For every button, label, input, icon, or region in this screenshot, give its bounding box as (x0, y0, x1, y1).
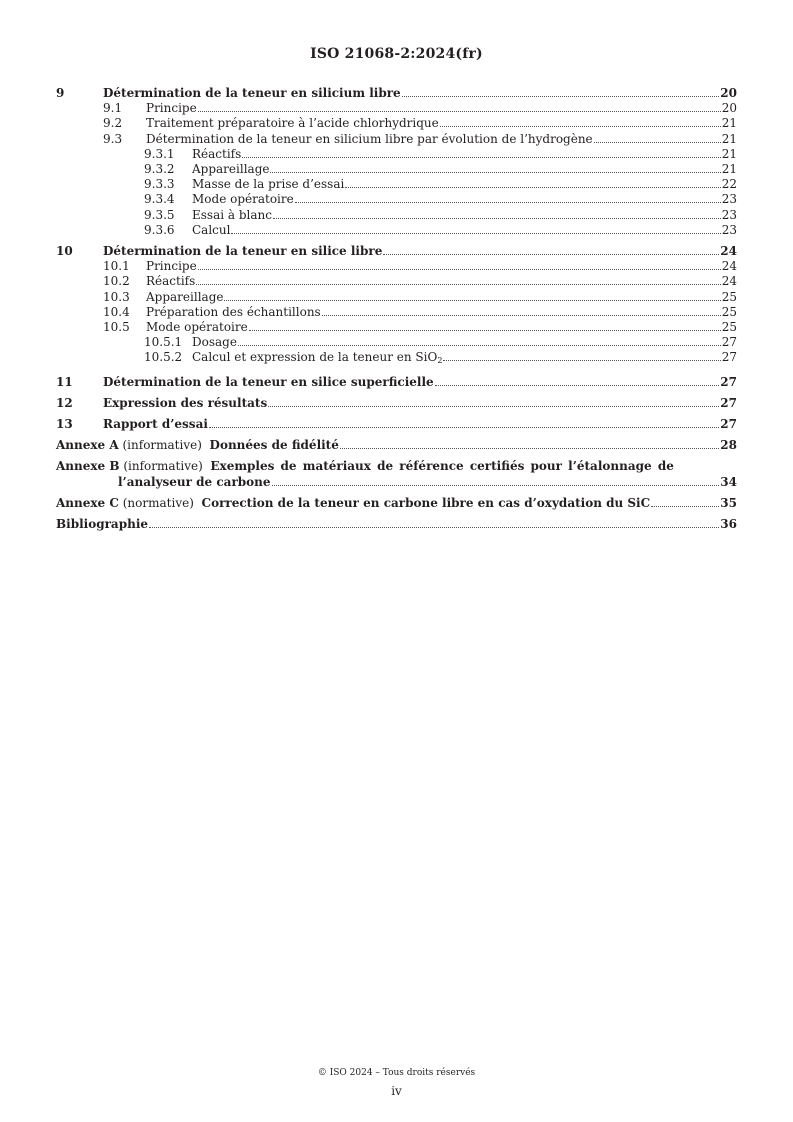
toc-title: Appareillage (146, 289, 224, 304)
annex-title-line-1: Exemples de matériaux de référence certifiés pour l’étalonnage de (210, 459, 674, 474)
toc-leader (231, 232, 720, 234)
annex-type: (informative) (122, 438, 202, 453)
toc-leader (209, 426, 719, 428)
toc-number: 12 (56, 395, 73, 410)
annex-type: (normative) (122, 495, 194, 510)
toc-number: 11 (56, 374, 73, 389)
toc-leader (273, 217, 721, 219)
toc-leader (198, 110, 721, 112)
toc-leader (272, 484, 720, 486)
toc-page: 20 (720, 86, 737, 100)
toc-title (192, 350, 442, 368)
document-header: ISO 21068-2:2024(fr) (310, 46, 483, 62)
annex-title: Correction de la teneur en carbone libre en cas d’oxydation du SiC (201, 495, 651, 510)
toc-leader (295, 201, 721, 203)
toc-page: 23 (721, 207, 737, 222)
toc-entry-9-3-5[interactable] (56, 208, 737, 223)
annex-type: (informative) (123, 459, 203, 474)
toc-title: Essai à blanc (192, 207, 272, 222)
toc-page: 27 (720, 395, 737, 410)
toc-page: 21 (721, 146, 737, 161)
toc-entry-9-3-4[interactable] (56, 192, 737, 207)
toc-entry-10-5-2[interactable] (56, 350, 737, 368)
toc-leader (345, 186, 720, 188)
toc-entry-annex-b[interactable] (56, 459, 737, 489)
toc-title: Détermination de la teneur en silicium libre par évolution de l’hydrogène (146, 131, 593, 146)
toc-entry-9-3-1[interactable] (56, 147, 737, 162)
toc-title: Masse de la prise d’essai (192, 177, 345, 192)
annex-title-line-2: l’analyseur de carbone (118, 474, 271, 489)
toc-number: 9.3.3 (144, 177, 175, 192)
toc-leader (443, 359, 720, 361)
toc-number: 9.3.5 (144, 207, 175, 222)
toc-number: 9.3.2 (144, 162, 175, 177)
toc-title: Dosage (192, 335, 237, 350)
toc-title-text: Calcul et expression de la teneur en SiO (192, 350, 438, 365)
annex-title: Données de fidélité (209, 438, 339, 453)
toc-leader (402, 95, 720, 97)
toc-number: 9.3.6 (144, 222, 175, 237)
copyright-notice: © ISO 2024 – Tous droits réservés (317, 1068, 476, 1078)
annex-label: Annexe B (56, 459, 120, 474)
toc-title (56, 496, 650, 511)
toc-leader (270, 171, 720, 173)
toc-entry-annex-c[interactable] (56, 496, 737, 511)
toc-leader (435, 384, 720, 386)
toc-leader (198, 268, 721, 270)
toc-number: 10.3 (103, 289, 130, 304)
annex-b-line-2 (56, 475, 737, 490)
toc-entry-bibliography[interactable] (56, 517, 737, 532)
toc-leader (238, 344, 721, 346)
toc-entry-12[interactable] (56, 396, 737, 411)
toc-entry-10-1[interactable] (56, 259, 737, 274)
toc-page: 27 (721, 350, 737, 365)
toc-entry-10-3[interactable] (56, 290, 737, 305)
toc-page: 27 (720, 417, 737, 432)
toc-number: 10.5.2 (144, 350, 183, 365)
toc-title: Calcul (192, 222, 231, 237)
toc-title: Détermination de la teneur en silice libre (103, 244, 383, 259)
toc-title: Rapport d’essai (103, 417, 208, 432)
toc-page: 34 (720, 474, 737, 489)
toc-title: Mode opératoire (146, 320, 248, 335)
toc-page: 27 (721, 335, 737, 350)
toc-title: Principe (146, 259, 197, 274)
toc-number: 9.2 (103, 116, 123, 131)
toc-entry-10-5-1[interactable] (56, 335, 737, 350)
toc-number: 10.2 (103, 274, 130, 289)
toc-entry-9-3-6[interactable] (56, 223, 737, 238)
toc-page: 23 (721, 192, 737, 207)
toc-entry-9-2[interactable] (56, 116, 737, 131)
toc-page: 27 (720, 374, 737, 389)
toc-leader (440, 125, 721, 127)
toc-page: 25 (721, 320, 737, 335)
toc-number: 10.1 (103, 259, 130, 274)
toc-leader (149, 526, 719, 528)
toc-entry-10-5[interactable] (56, 320, 737, 335)
toc-title: Détermination de la teneur en silicium libre (103, 86, 401, 100)
toc-page: 21 (721, 116, 737, 131)
toc-leader (594, 141, 721, 143)
toc-number: 9.3.1 (144, 146, 175, 161)
toc-entry-10[interactable] (56, 244, 737, 259)
toc-entry-9-3[interactable] (56, 132, 737, 147)
toc-leader (268, 405, 719, 407)
toc-number: 9.1 (103, 101, 123, 116)
annex-label: Annexe A (56, 438, 119, 453)
table-of-contents (56, 86, 737, 532)
toc-page: 24 (721, 259, 737, 274)
toc-page: 21 (721, 131, 737, 146)
toc-title: Appareillage (192, 162, 270, 177)
toc-title: Préparation des échantillons (146, 304, 321, 319)
toc-number: 9 (56, 86, 65, 100)
toc-number: 10.5.1 (144, 335, 183, 350)
toc-entry-annex-a[interactable] (56, 438, 737, 453)
toc-leader (242, 156, 720, 158)
toc-entry-9-1[interactable] (56, 101, 737, 116)
toc-entry-10-2[interactable] (56, 274, 737, 289)
toc-leader (249, 329, 721, 331)
toc-title (56, 438, 339, 453)
page-number: iv (391, 1084, 402, 1098)
toc-title: Réactifs (192, 146, 242, 161)
toc-leader (383, 253, 719, 255)
toc-entry-11[interactable] (56, 375, 737, 390)
toc-page: 20 (721, 101, 737, 116)
toc-entry-9-3-3[interactable] (56, 177, 737, 192)
toc-title: Réactifs (146, 274, 196, 289)
toc-page: 24 (721, 274, 737, 289)
toc-title: Détermination de la teneur en silice superficielle (103, 374, 434, 389)
subscript: 2 (437, 356, 443, 366)
toc-number: 10.4 (103, 304, 130, 319)
toc-leader (224, 299, 720, 301)
toc-leader (322, 314, 721, 316)
toc-page: 22 (721, 177, 737, 192)
toc-page: 23 (721, 222, 737, 237)
toc-number: 10 (56, 244, 73, 259)
toc-leader (340, 447, 719, 449)
toc-title: Principe (146, 101, 197, 116)
toc-number: 13 (56, 417, 73, 432)
toc-page: 35 (720, 495, 737, 510)
toc-entry-9-3-2[interactable] (56, 162, 737, 177)
toc-page: 25 (721, 304, 737, 319)
toc-title: Bibliographie (56, 517, 149, 532)
toc-entry-10-4[interactable] (56, 305, 737, 320)
toc-page: 25 (721, 289, 737, 304)
toc-title: Traitement préparatoire à l’acide chlorhydrique (146, 116, 439, 131)
toc-page: 24 (720, 244, 737, 259)
toc-leader (196, 283, 720, 285)
toc-page: 36 (720, 517, 737, 532)
toc-number: 9.3.4 (144, 192, 175, 207)
annex-b-line-1 (56, 459, 737, 474)
annex-label: Annexe C (56, 495, 119, 510)
toc-number: 9.3 (103, 131, 123, 146)
toc-leader (651, 505, 719, 507)
toc-page: 28 (720, 438, 737, 453)
toc-title (56, 459, 674, 474)
toc-page: 21 (721, 162, 737, 177)
toc-entry-9[interactable] (56, 86, 737, 101)
toc-title: Mode opératoire (192, 192, 294, 207)
toc-number: 10.5 (103, 320, 130, 335)
toc-title: Expression des résultats (103, 395, 268, 410)
toc-entry-13[interactable] (56, 417, 737, 432)
